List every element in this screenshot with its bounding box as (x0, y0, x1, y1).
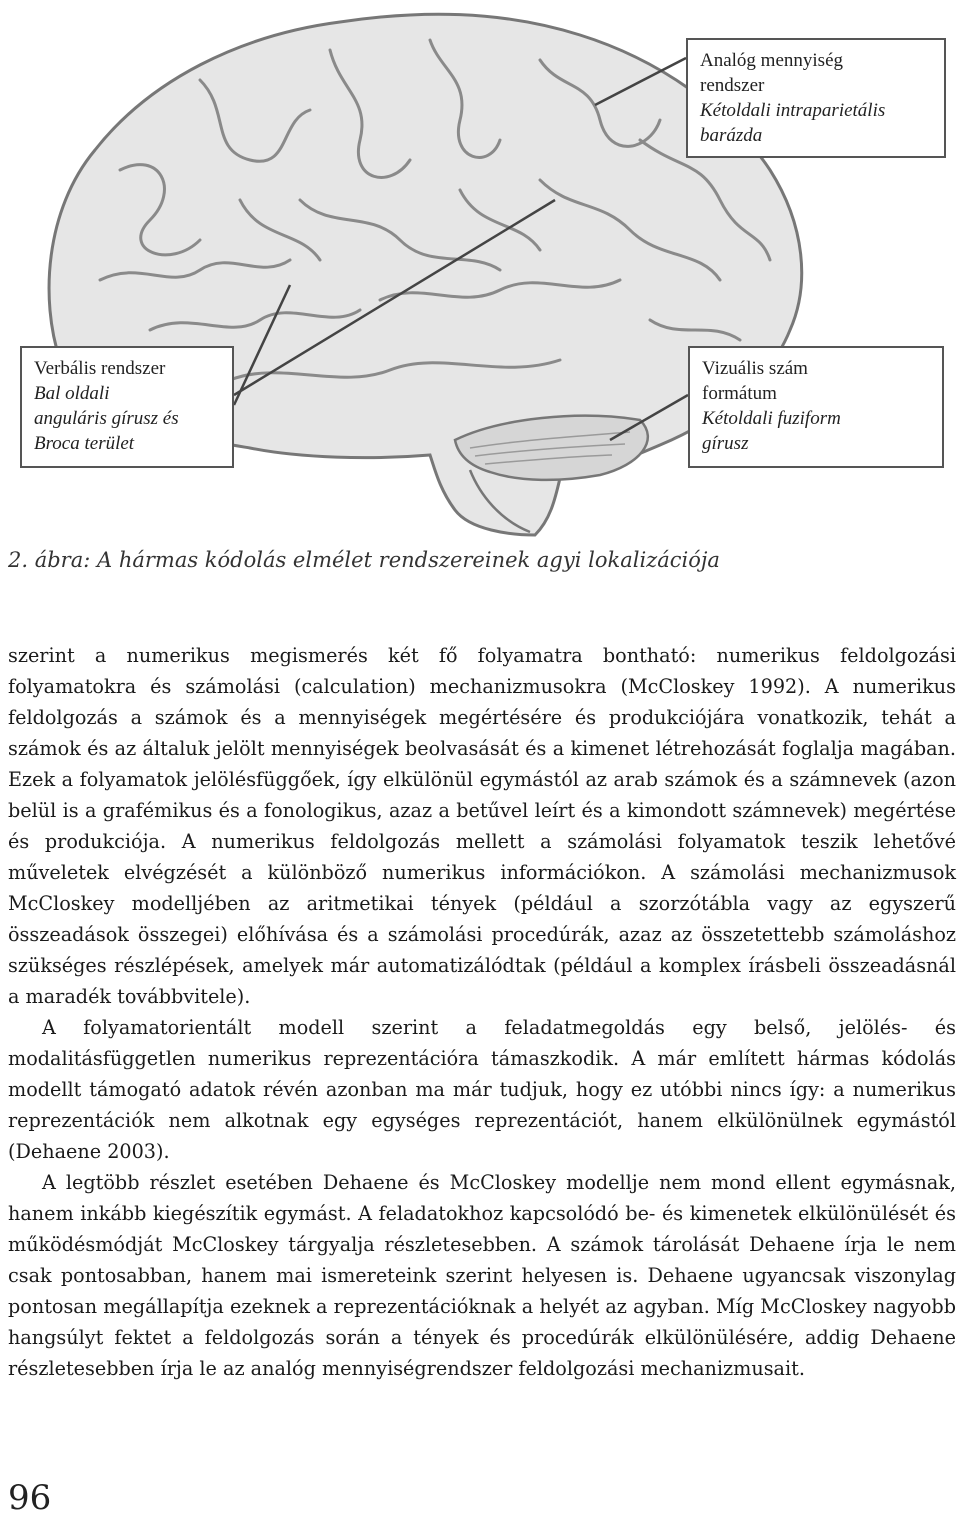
visual-format-label (688, 346, 944, 468)
verbal-line2: Bal oldali (34, 383, 110, 404)
brain-figure (0, 0, 960, 540)
visual-line3: Kétoldali fuziform (702, 408, 841, 429)
analog-line2: rendszer (700, 75, 765, 96)
analog-system-label (686, 38, 946, 158)
paragraph-3: A legtöbb részlet esetében Dehaene és McCloskey modellje nem mond ellent egymásnak, hanem inkább kiegészítik egymást. A feladatokhoz kapcsolódó be- és kimenetek elkülönülését és működésmódját McCloskey tárgyalja részletesebben. A számok tárolását Dehaene írja le nem csak pontosabban, hanem mai ismereteink szerint helyesen is. Dehaene ugyancsak viszonylag pontosan megállapítja ezeknek a reprezentációknak a helyét az agyban. Míg McCloskey nagyobb hangsúlyt fektet a feldolgozás során a tények és procedúrák elkülönülésére, addig Dehaene részletesebben írja le az analóg mennyiségrendszer feldolgozási mechanizmusait. (8, 1171, 956, 1380)
body-text (8, 640, 956, 1384)
visual-line1: Vizuális szám (702, 358, 808, 379)
page-number: 96 (8, 1478, 52, 1518)
analog-line1: Analóg mennyiség (700, 50, 844, 71)
verbal-line4: Broca terület (34, 433, 135, 454)
figure-caption: 2. ábra: A hármas kódolás elmélet rendszereinek agyi lokalizációja (8, 548, 720, 572)
visual-line2: formátum (702, 383, 777, 404)
paragraph-1: szerint a numerikus megismerés két fő folyamatra bontható: numerikus feldolgozási folyamatokra és számolási (calculation) mechanizmusokra (McCloskey 1992). A numerikus feldolgozás a számok és a mennyiségek megértésére és produkciójára vonatkozik, tehát a számok és az általuk jelölt mennyiségek beolvasását és a kimenet létrehozását foglalja magában. Ezek a folyamatok jelölésfüggőek, így elkülönül egymástól az arab számok és a számnevek (azon belül is a grafémikus és a fonologikus, azaz a betűvel leírt és a kimondott számnevek) megértése és produkciója. A numerikus feldolgozás mellett a számolási folyamatok teszik lehetővé műveletek elvégzését a különböző numerikus információkon. A számolási mechanizmusok McCloskey modelljében az aritmetikai tények (például a szorzótábla vagy az egyszerű összeadások összegei) előhívása és a számolási procedúrák, azaz az összetettebb számoláshoz szükséges részlépések, amelyek már automatizálódtak (például a komplex írásbeli összeadásnál a maradék továbbvitele). (8, 644, 956, 1008)
analog-line4: barázda (700, 125, 763, 146)
verbal-line1: Verbális rendszer (34, 358, 166, 379)
verbal-line3: anguláris gírusz és (34, 408, 179, 429)
visual-line4: gírusz (702, 433, 749, 454)
paragraph-2: A folyamatorientált modell szerint a feladatmegoldás egy belső, jelölés- és modalitásfüggetlen numerikus reprezentációra támaszkodik. A már említett hármas kódolás modellt támogató adatok révén azonban ma már tudjuk, hogy ez utóbbi nincs így: a numerikus reprezentációk nem alkotnak egy egységes reprezentációt, hanem elkülönülnek egymástól (Dehaene 2003). (8, 1016, 956, 1163)
verbal-system-label (20, 346, 234, 468)
analog-line3: Kétoldali intraparietális (700, 100, 886, 121)
